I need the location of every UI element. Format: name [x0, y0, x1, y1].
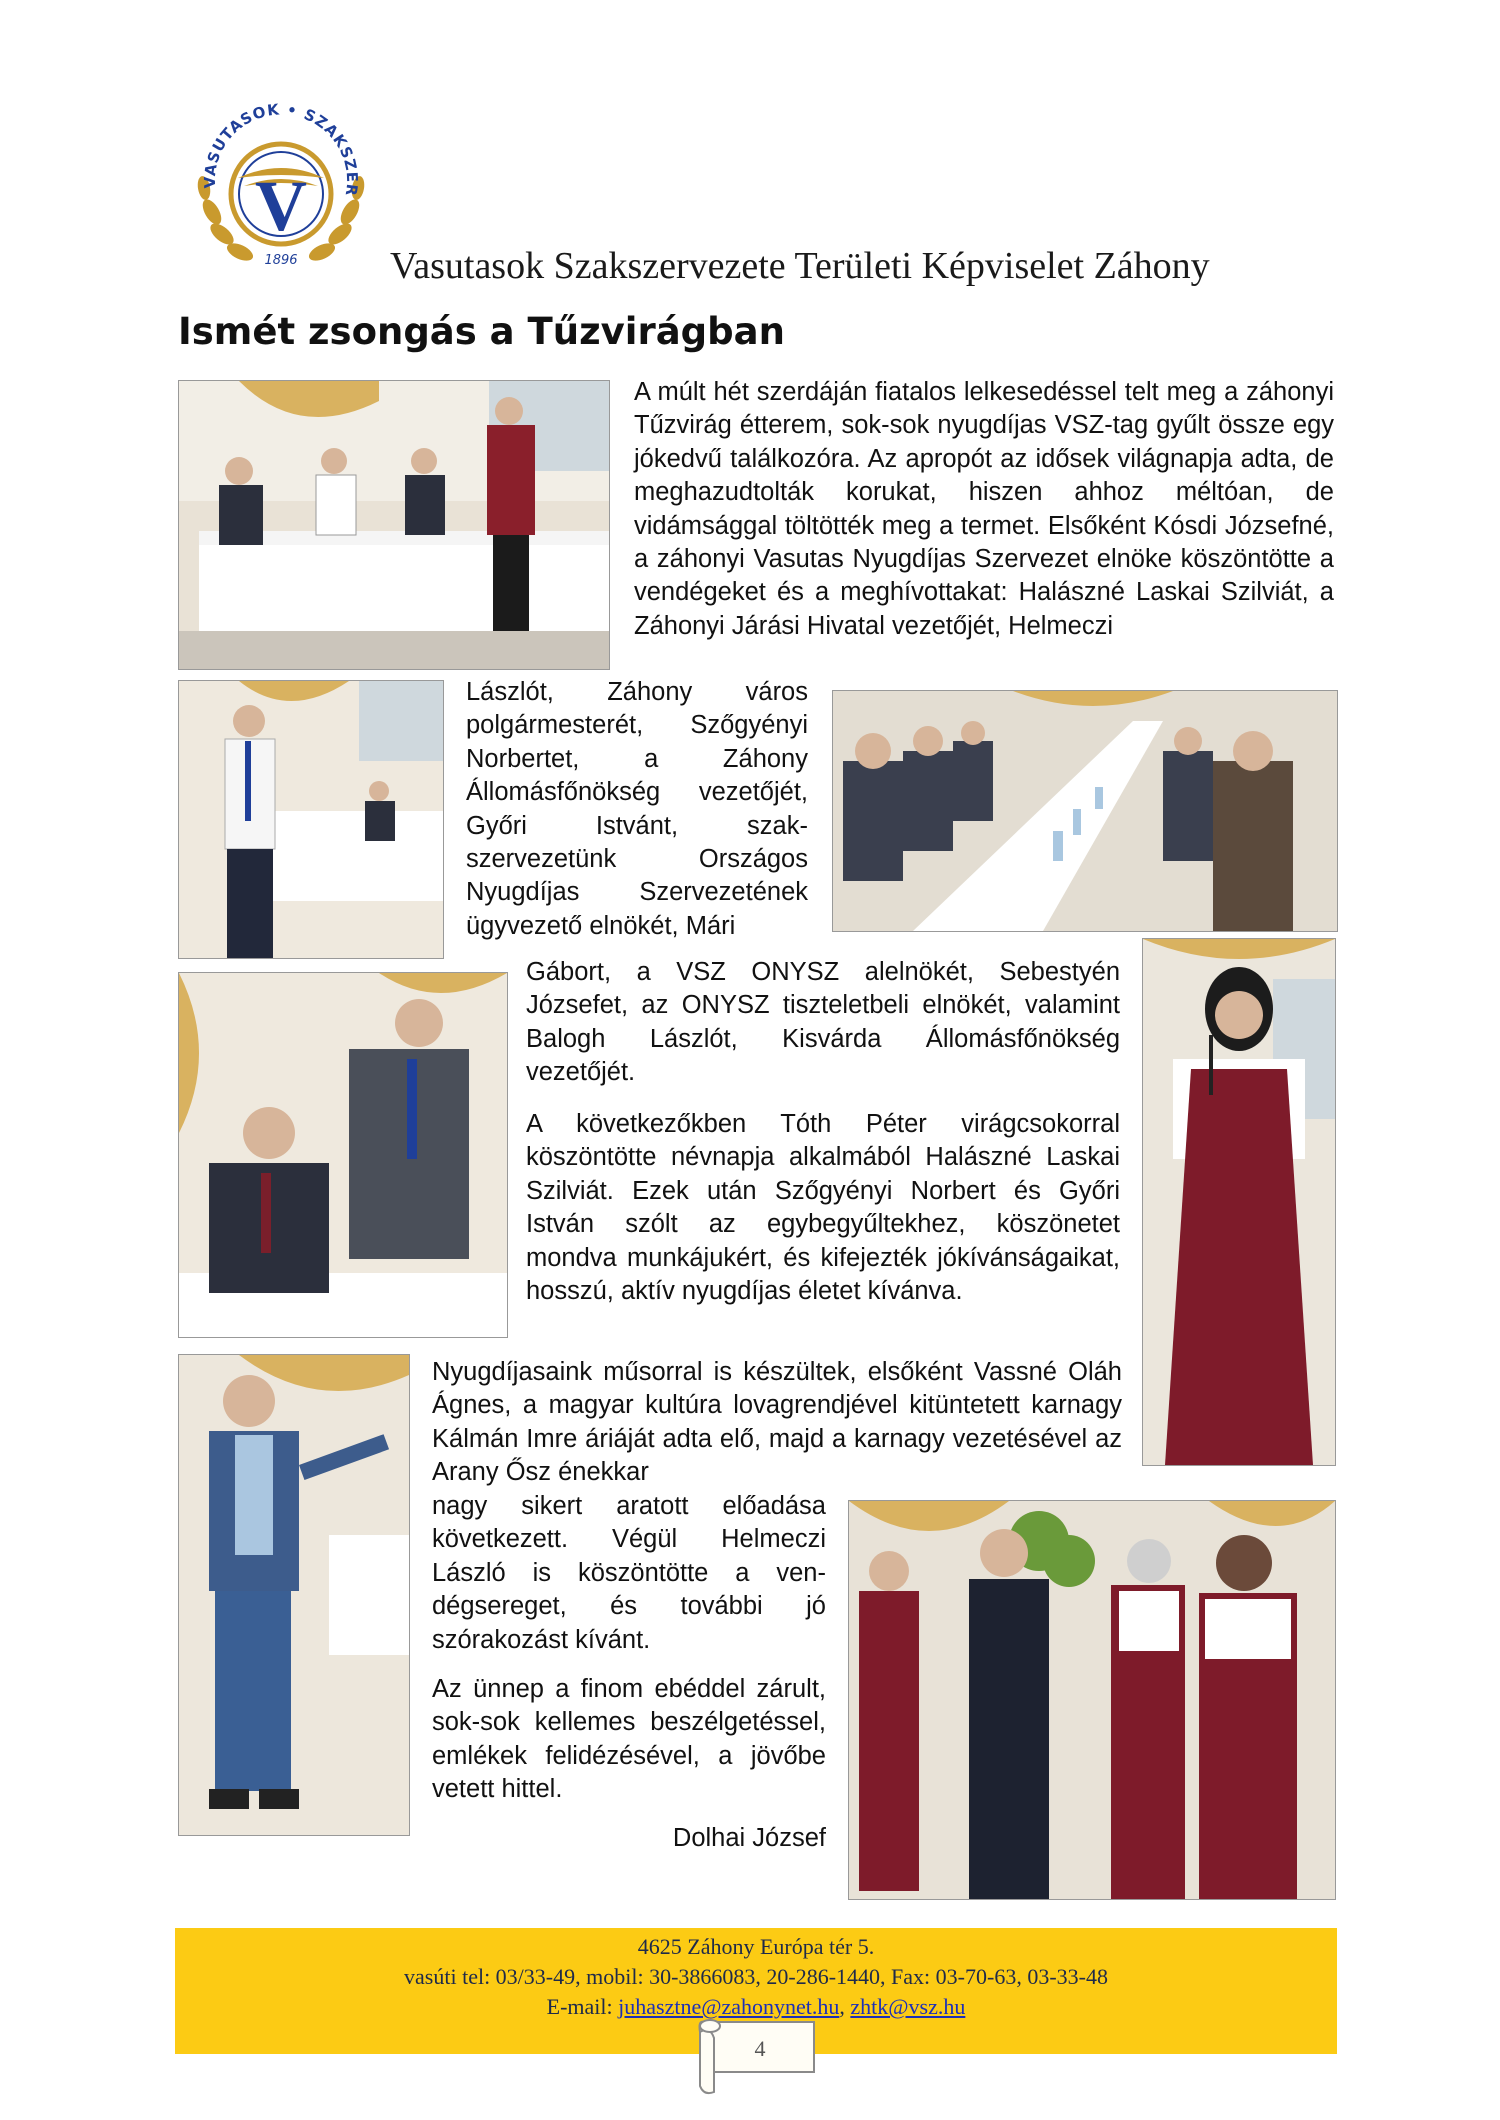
article-paragraph-7 [432, 1673, 826, 1807]
page-number: 4 [754, 2036, 766, 2061]
article-text-block: A következőkben Tóth Péter virágcsokorral köszöntötte névnapja alkalmából Halászné Laskai Szilviát. Ezek után Szőgyényi Norbert és Győri István szólt az egybegyűltekhez, köszönetet mondva munkájukért, és kifejezték jókívánságaikat, hosszú, aktív nyugdíjas életet kívánva. [526, 1110, 1120, 1306]
article-text-block: nagy sikert aratott előadása következett. Végül Helmeczi László is köszöntötte a vendégsereget, és további jó szórakozást kívánt. [432, 1492, 826, 1654]
article-paragraph-1 [634, 376, 1334, 643]
logo-letter: V [255, 166, 307, 246]
email-link-zhtk[interactable]: zhtk@vsz.hu [850, 1994, 966, 2019]
photo-choir [848, 1500, 1336, 1900]
logo-year: 1896 [264, 253, 298, 268]
article-text-block: A múlt hét szerdáján fiatalos lelkesedéssel telt meg a záhonyi Tűzvirág étterem, sok-sok nyugdíjas VSZ-tag gyűlt össze egy jókedvű találkozóra. Az apropót az idősek világnapja adta, de meghazudtolták korukat, hiszen ahhoz méltóan, de vidámsággal töltötték meg a termet. Elsőként Kósdi Józsefné, a záhonyi Vasutas Nyugdíjas Szervezet elnöke köszöntötte a vendégeket és a meghívottakat: Halászné Laskai Szilviát, a Záhonyi Járási Hivatal vezetőjét, Helmeczi [634, 378, 1334, 640]
organization-title: Vasutasok Szakszervezete Területi Képviselet Záhony [390, 245, 1210, 287]
article-paragraph-4 [526, 1108, 1120, 1308]
photo-head-table [178, 380, 610, 670]
article-text-block: Lászlót, Záhony város polgármesterét, Szőgyényi Norbertet, a Záhony Állomásfőnökség vezetőjét, Győri Istvánt, szakszervezetünk Országos Nyugdíjas Szervezetének ügyvezető elnökét, Mári [466, 678, 808, 940]
logo-ring-text: VASUTASOK • SZAKSZER [200, 100, 362, 198]
footer-phones: vasúti tel: 03/33-49, mobil: 30-3866083, 20-286-1440, Fax: 03-70-63, 03-33-48 [404, 1964, 1108, 1989]
article-paragraph-6 [432, 1490, 826, 1657]
photo-speaker-mayor [178, 680, 444, 959]
article-text-block: Nyugdíjasaink műsorral is készültek, elsőként Vassné Oláh Ágnes, a magyar kultúra lovagrendjével kitüntetett karnagy Kálmán Imre áriáját adta elő, majd a karnagy vezetésével az Arany Ősz énekkar [432, 1358, 1122, 1487]
article-paragraph-5 [432, 1356, 1122, 1490]
article-text-block: Az ünnep a finom ebéddel zárult, sok-sok kellemes beszélgetéssel, emlékek felidézésével, a jövőbe vetett hittel. [432, 1675, 826, 1804]
article-paragraph-2 [466, 676, 808, 943]
article-text-block: Gábort, a VSZ ONYSZ alelnökét, Sebestyén Józsefet, az ONYSZ tiszteletbeli elnökét, valamint Balogh Lászlót, Kisvárda Állomásfőnökség vezetőjét. [526, 958, 1120, 1087]
footer-address: 4625 Záhony Európa tér 5. [637, 1934, 875, 1959]
photo-two-men [178, 972, 508, 1338]
photo-audience [832, 690, 1338, 932]
article-paragraph-3 [526, 956, 1120, 1090]
footer-email-label: E-mail: [546, 1994, 619, 2019]
article-author: Dolhai József [672, 1824, 826, 1852]
email-link-juhasztne[interactable]: juhasztne@zahonynet.hu [618, 1994, 840, 2019]
photo-singer [1142, 938, 1336, 1466]
footer-email-separator: , [839, 1994, 851, 2019]
article-headline: Ismét zsongás a Tűzvirágban [178, 310, 785, 353]
photo-microphone-man [178, 1354, 410, 1836]
union-logo [186, 92, 376, 278]
